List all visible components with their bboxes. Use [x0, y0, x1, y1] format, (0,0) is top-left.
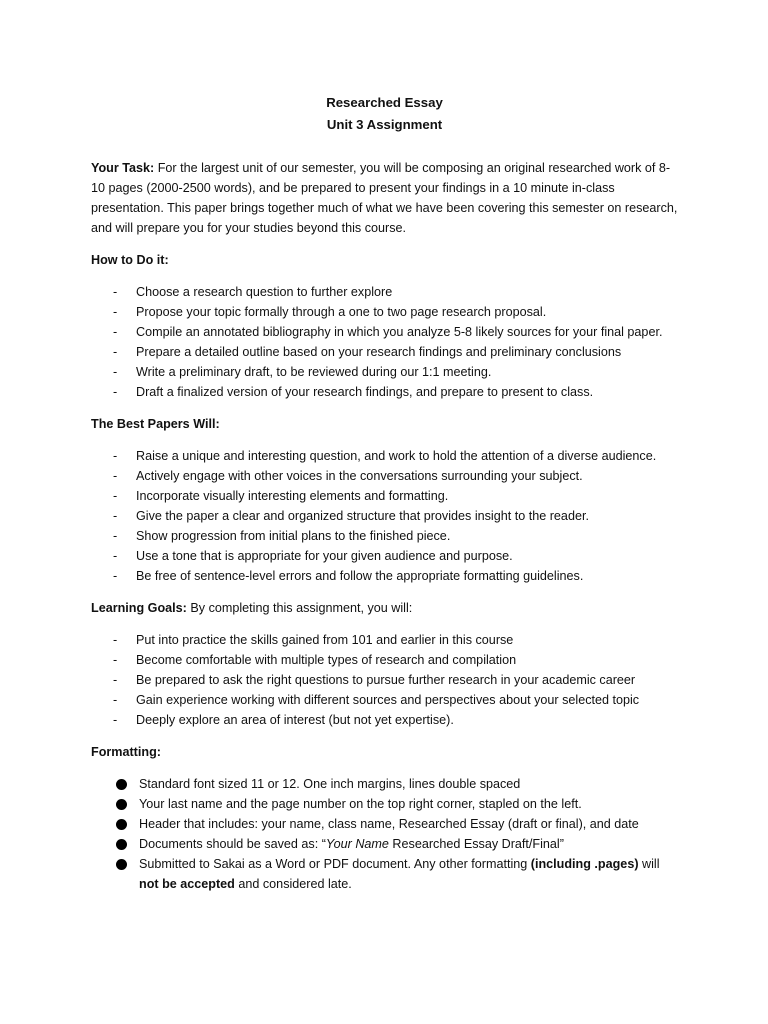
list-item	[91, 854, 678, 894]
learning-goals-label: Learning Goals:	[91, 601, 187, 615]
document-title: Researched Essay	[326, 95, 443, 110]
task-label: Your Task:	[91, 161, 155, 175]
task-paragraph	[91, 158, 678, 238]
list-item: - Put into practice the skills gained from 101 and earlier in this course	[91, 630, 678, 650]
submit-bold1: (including .pages)	[530, 857, 639, 871]
list-item: - Write a preliminary draft, to be reviewed during our 1:1 meeting.	[91, 362, 678, 382]
save-suffix: Researched Essay Draft/Final”	[388, 837, 564, 851]
list-item: - Give the paper a clear and organized structure that provides insight to the reader.	[91, 506, 678, 526]
list-item	[91, 834, 678, 854]
how-to-heading: How to Do it:	[91, 253, 169, 267]
submit-part3: and considered late.	[234, 877, 352, 891]
list-item: - Be prepared to ask the right questions to pursue further research in your academic career	[91, 670, 678, 690]
list-item: - Compile an annotated bibliography in which you analyze 5-8 likely sources for your final paper.	[91, 322, 678, 342]
submit-part2: will	[638, 857, 660, 871]
list-item: - Be free of sentence-level errors and follow the appropriate formatting guidelines.	[91, 566, 678, 586]
list-item: - Show progression from initial plans to the finished piece.	[91, 526, 678, 546]
submit-part1: Submitted to Sakai as a Word or PDF document. Any other formatting	[139, 857, 531, 871]
list-item: - Raise a unique and interesting question, and work to hold the attention of a diverse audience.	[91, 446, 678, 466]
list-item: - Gain experience working with different sources and perspectives about your selected topic	[91, 690, 678, 710]
save-prefix: Documents should be saved as: “	[139, 837, 326, 851]
formatting-list	[91, 774, 678, 894]
list-item: Your last name and the page number on the top right corner, stapled on the left.	[91, 794, 678, 814]
list-item: - Actively engage with other voices in the conversations surrounding your subject.	[91, 466, 678, 486]
list-item: - Deeply explore an area of interest (but not yet expertise).	[91, 710, 678, 730]
submit-bold2: not be accepted	[139, 877, 235, 891]
best-papers-list	[91, 446, 678, 586]
how-to-list	[91, 282, 678, 402]
list-item: Header that includes: your name, class name, Researched Essay (draft or final), and date	[91, 814, 678, 834]
formatting-heading: Formatting:	[91, 745, 161, 759]
list-item: Standard font sized 11 or 12. One inch margins, lines double spaced	[91, 774, 678, 794]
list-item: - Propose your topic formally through a one to two page research proposal.	[91, 302, 678, 322]
title-block	[91, 92, 678, 136]
learning-goals-paragraph	[91, 598, 678, 618]
learning-goals-list	[91, 630, 678, 730]
save-name: Your Name	[325, 837, 389, 851]
list-item: - Incorporate visually interesting elements and formatting.	[91, 486, 678, 506]
list-item: - Draft a finalized version of your research findings, and prepare to present to class.	[91, 382, 678, 402]
best-papers-heading: The Best Papers Will:	[91, 417, 220, 431]
task-text: For the largest unit of our semester, you will be composing an original researched work of 8-10 pages (2000-2500 words), and be prepared to present your findings in a 10 minute in-class presentation. This paper brings together much of what we have been covering this semester on research, and will prepare you for your studies beyond this course.	[91, 161, 678, 235]
list-item: - Use a tone that is appropriate for your given audience and purpose.	[91, 546, 678, 566]
learning-goals-text: By completing this assignment, you will:	[186, 601, 413, 615]
list-item: - Prepare a detailed outline based on your research findings and preliminary conclusions	[91, 342, 678, 362]
list-item: - Become comfortable with multiple types of research and compilation	[91, 650, 678, 670]
document-subtitle: Unit 3 Assignment	[326, 117, 443, 132]
list-item: - Choose a research question to further explore	[91, 282, 678, 302]
